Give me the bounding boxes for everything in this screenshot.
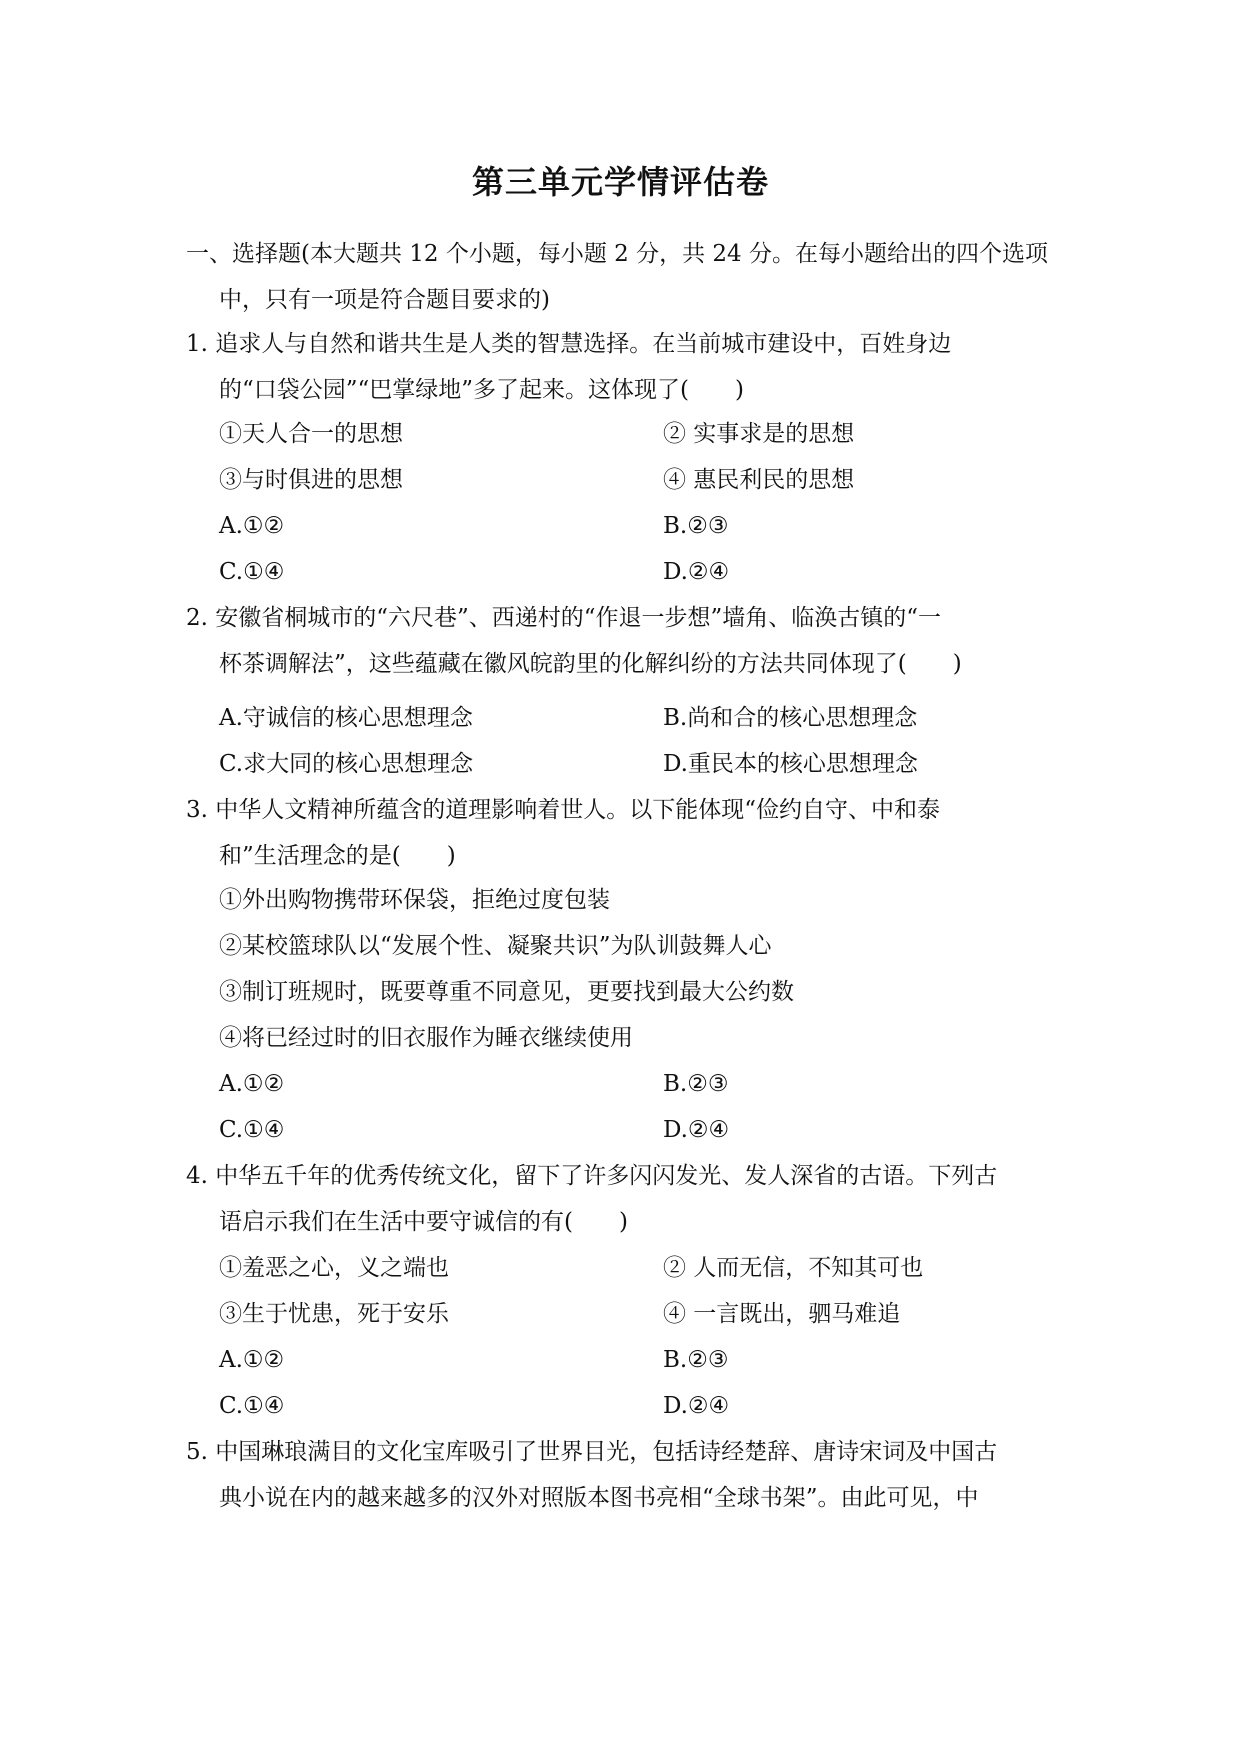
question-3-stem-line-2: 和”生活理念的是( ): [219, 843, 456, 869]
question-1-item-1: ①天人合一的思想: [219, 421, 403, 447]
question-2-stem-line-2: 杯茶调解法”，这些蕴藏在徽风皖韵里的化解纠纷的方法共同体现了( ): [219, 651, 962, 677]
question-2-option-b: B.尚和合的核心思想理念: [663, 705, 918, 731]
question-4-option-d: D.②④: [663, 1393, 730, 1419]
question-1-stem-line-2: 的“口袋公园”“巴掌绿地”多了起来。这体现了( ): [219, 377, 744, 403]
question-3-option-c: C.①④: [219, 1117, 285, 1143]
question-3-item-2: ②某校篮球队以“发展个性、凝聚共识”为队训鼓舞人心: [219, 933, 772, 959]
question-2-option-c: C.求大同的核心思想理念: [219, 751, 474, 777]
question-1-option-a: A.①②: [219, 513, 285, 539]
question-4-item-3: ③生于忧患，死于安乐: [219, 1301, 449, 1327]
question-1-item-4: ④ 惠民利民的思想: [663, 467, 855, 493]
question-1-option-c: C.①④: [219, 559, 285, 585]
question-5-stem-line-2: 典小说在内的越来越多的汉外对照版本图书亮相“全球书架”。由此可见，中: [219, 1485, 979, 1511]
question-4-stem-line-2: 语启示我们在生活中要守诚信的有( ): [219, 1209, 628, 1235]
section-instructions-line-2: 中，只有一项是符合题目要求的): [219, 287, 550, 313]
question-3-option-a: A.①②: [219, 1071, 285, 1097]
question-4-option-b: B.②③: [663, 1347, 729, 1373]
question-3-option-b: B.②③: [663, 1071, 729, 1097]
question-3-item-3: ③制订班规时，既要尊重不同意见，更要找到最大公约数: [219, 979, 794, 1005]
question-3-option-d: D.②④: [663, 1117, 730, 1143]
question-4-item-1: ①羞恶之心，义之端也: [219, 1255, 449, 1281]
question-2-option-d: D.重民本的核心思想理念: [663, 751, 918, 777]
question-1-option-d: D.②④: [663, 559, 730, 585]
question-4-item-4: ④ 一言既出，驷马难追: [663, 1301, 901, 1327]
question-3-stem-line-1: 3. 中华人文精神所蕴含的道理影响着世人。以下能体现“俭约自守、中和泰: [186, 797, 941, 823]
question-4-item-2: ② 人而无信，不知其可也: [663, 1255, 924, 1281]
question-1-option-b: B.②③: [663, 513, 729, 539]
question-1-stem-line-1: 1. 追求人与自然和谐共生是人类的智慧选择。在当前城市建设中，百姓身边: [186, 331, 952, 357]
question-2-stem-line-1: 2. 安徽省桐城市的“六尺巷”、西递村的“作退一步想”墙角、临涣古镇的“一: [186, 605, 942, 631]
question-4-option-a: A.①②: [219, 1347, 285, 1373]
question-1-item-3: ③与时俱进的思想: [219, 467, 403, 493]
question-3-item-1: ①外出购物携带环保袋，拒绝过度包装: [219, 887, 610, 913]
question-5-stem-line-1: 5. 中国琳琅满目的文化宝库吸引了世界目光，包括诗经楚辞、唐诗宋词及中国古: [186, 1439, 998, 1465]
question-4-stem-line-1: 4. 中华五千年的优秀传统文化，留下了许多闪闪发光、发人深省的古语。下列古: [186, 1163, 998, 1189]
question-1-item-2: ② 实事求是的思想: [663, 421, 855, 447]
page-title: 第三单元学情评估卷: [471, 163, 769, 201]
question-4-option-c: C.①④: [219, 1393, 285, 1419]
section-instructions-line-1: 一、选择题(本大题共 12 个小题，每小题 2 分，共 24 分。在每小题给出的四个选项: [186, 241, 1049, 267]
question-3-item-4: ④将已经过时的旧衣服作为睡衣继续使用: [219, 1025, 633, 1051]
question-2-option-a: A.守诚信的核心思想理念: [219, 705, 473, 731]
